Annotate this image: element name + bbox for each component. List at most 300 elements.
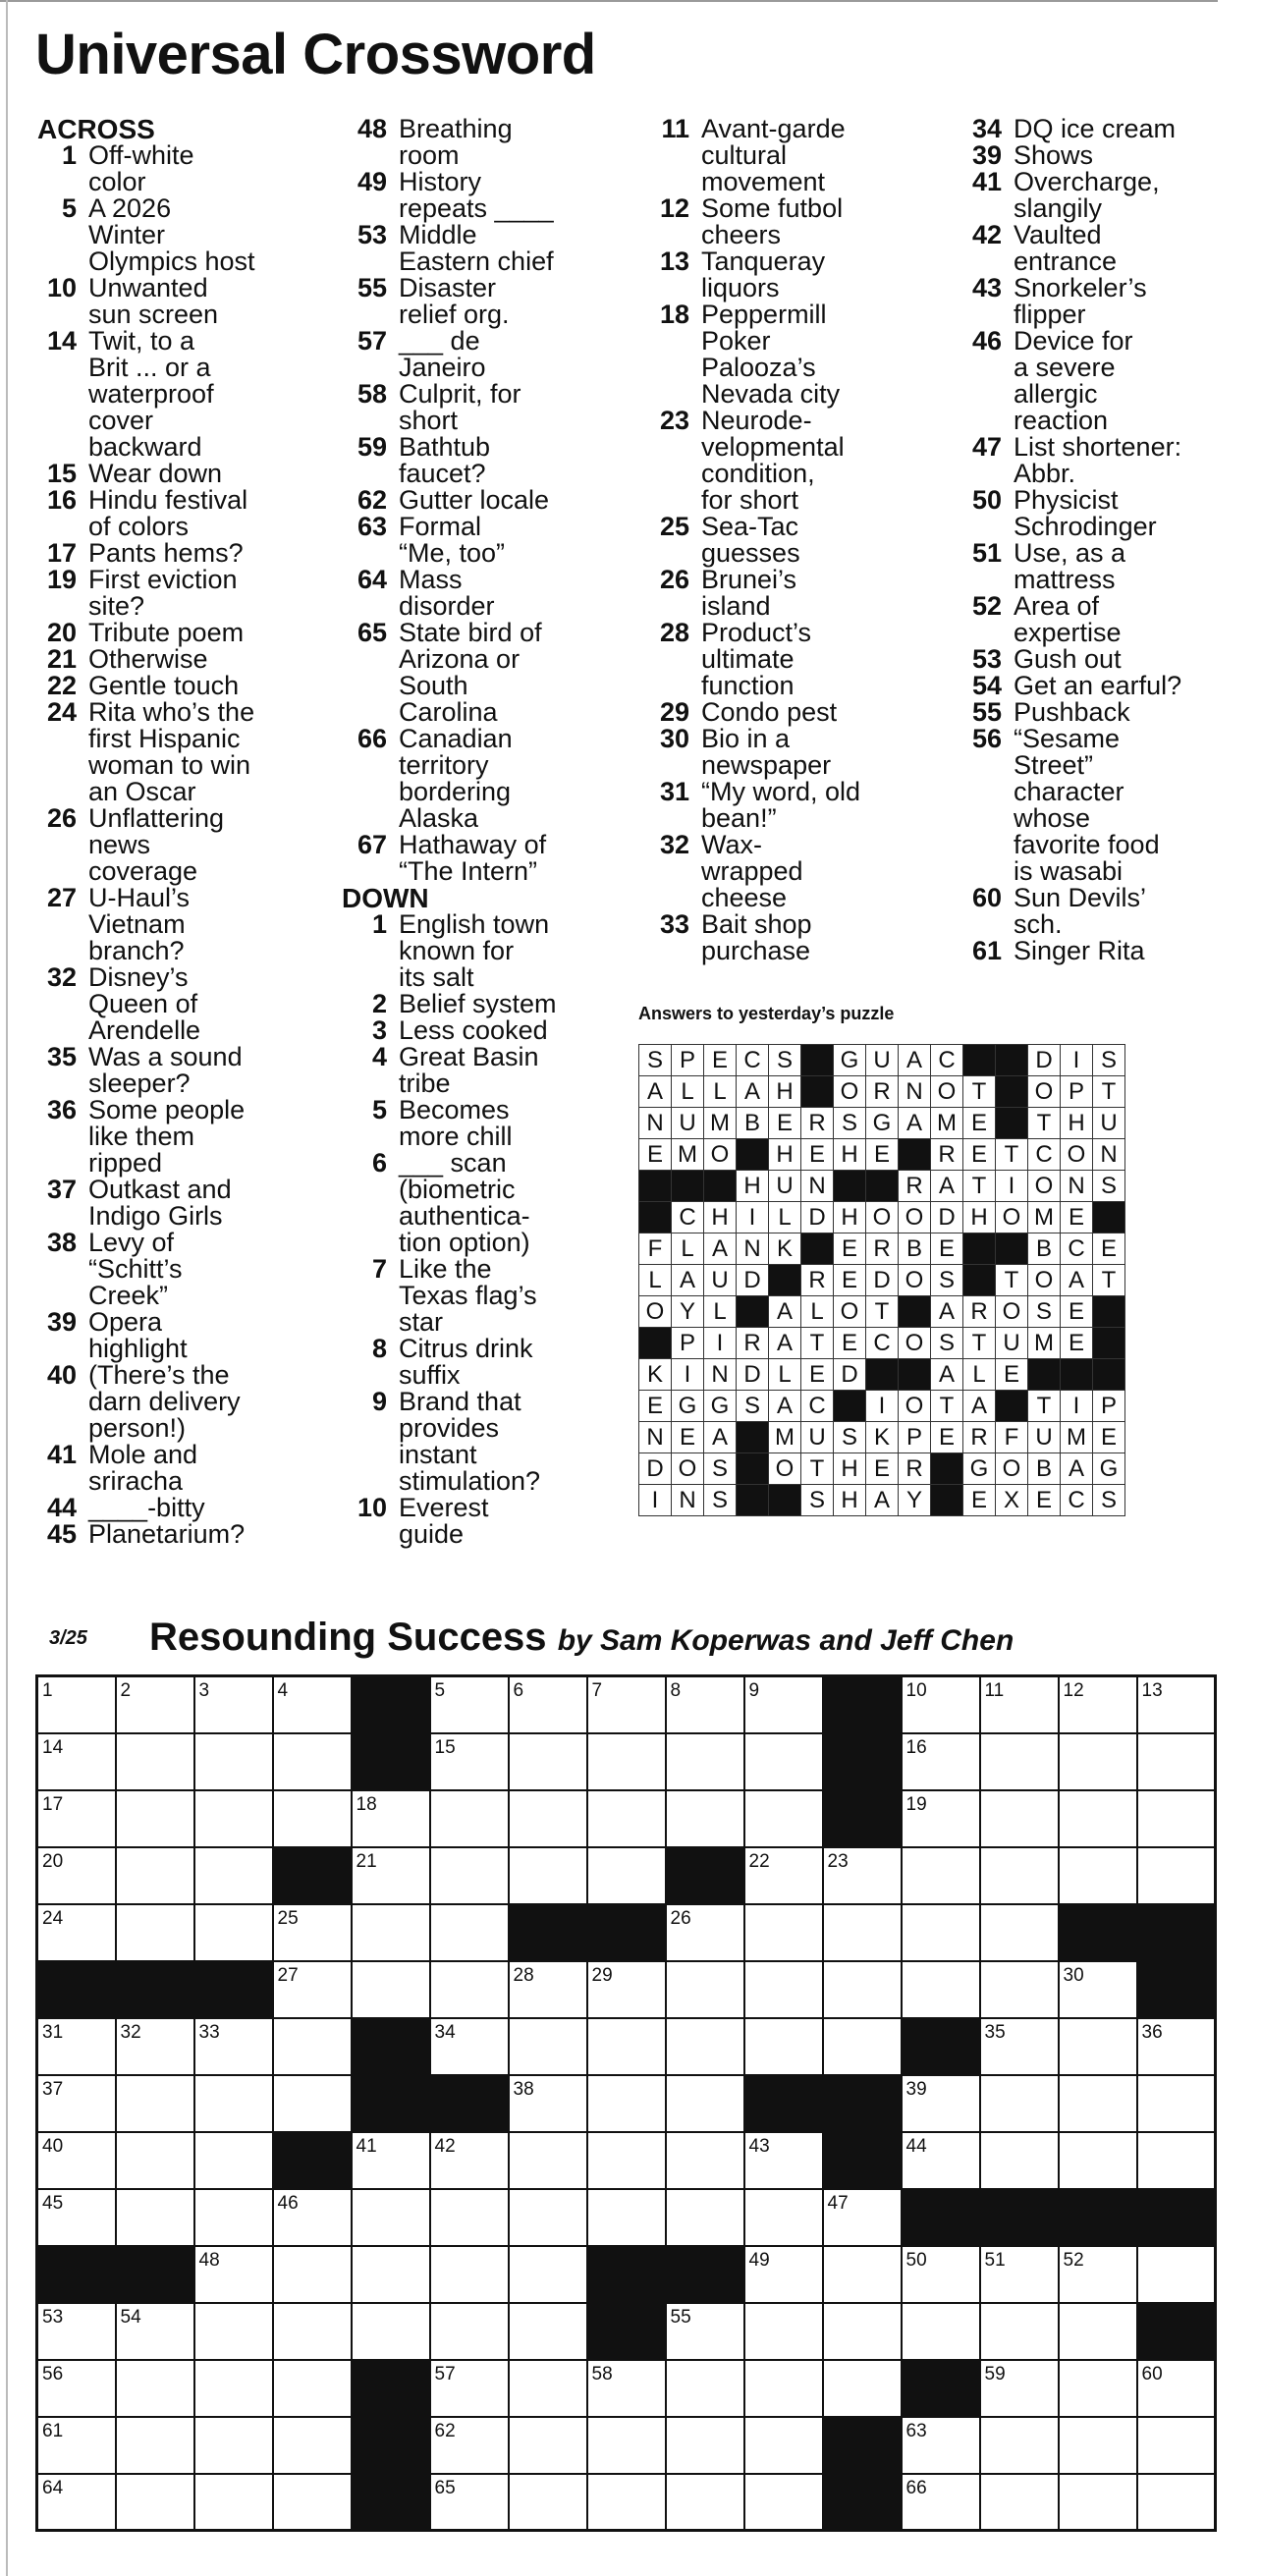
grid-cell[interactable] <box>430 1733 509 1790</box>
answer-black-cell <box>801 1233 834 1265</box>
grid-cell[interactable] <box>744 1847 823 1904</box>
crossword-grid <box>35 1674 1217 2532</box>
grid-cell[interactable] <box>980 2303 1059 2360</box>
cell-number: 43 <box>748 2135 770 2157</box>
grid-cell[interactable] <box>666 2075 744 2132</box>
black-square <box>823 2132 902 2189</box>
grid-cell[interactable] <box>509 2018 587 2075</box>
grid-cell[interactable] <box>902 1847 980 1904</box>
grid-cell[interactable] <box>273 1676 352 1733</box>
grid-cell[interactable] <box>744 2360 823 2417</box>
grid-cell[interactable] <box>902 1790 980 1847</box>
answer-black-cell <box>866 1171 899 1202</box>
grid-cell[interactable] <box>744 2246 823 2303</box>
grid-cell[interactable] <box>666 2018 744 2075</box>
clue-number: 5 <box>61 193 77 223</box>
answer-cell: O <box>996 1453 1028 1485</box>
grid-cell[interactable] <box>1137 1733 1216 1790</box>
grid-cell[interactable] <box>587 2018 666 2075</box>
grid-cell[interactable] <box>509 2075 587 2132</box>
grid-cell[interactable] <box>37 2303 116 2360</box>
grid-cell[interactable] <box>587 1676 666 1733</box>
grid-cell[interactable] <box>273 1904 352 1961</box>
grid-cell[interactable] <box>823 2189 902 2246</box>
grid-cell[interactable] <box>194 2303 273 2360</box>
grid-cell[interactable] <box>1137 1847 1216 1904</box>
grid-cell[interactable] <box>509 2189 587 2246</box>
clue-number: 34 <box>971 114 1002 143</box>
black-square <box>587 2246 666 2303</box>
answer-black-cell <box>963 1233 996 1265</box>
clue-text: Like the Texas flag’s star <box>399 1254 537 1337</box>
answer-cell: S <box>931 1328 963 1359</box>
grid-cell[interactable] <box>902 1733 980 1790</box>
grid-cell[interactable] <box>509 2303 587 2360</box>
grid-cell[interactable] <box>194 1847 273 1904</box>
grid-cell[interactable] <box>430 2132 509 2189</box>
answer-cell: S <box>1028 1296 1061 1328</box>
clue-text: Get an earful? <box>1014 671 1182 700</box>
grid-cell[interactable] <box>116 1904 194 1961</box>
grid-cell[interactable] <box>37 1847 116 1904</box>
grid-cell[interactable] <box>902 2417 980 2474</box>
clue-number: 51 <box>971 538 1002 568</box>
answer-cell: F <box>639 1233 672 1265</box>
grid-cell[interactable] <box>1137 2018 1216 2075</box>
grid-cell[interactable] <box>1137 1790 1216 1847</box>
grid-cell[interactable] <box>430 1847 509 1904</box>
answer-cell: N <box>899 1076 931 1108</box>
grid-cell[interactable] <box>666 1733 744 1790</box>
clue-number: 17 <box>46 538 77 568</box>
grid-cell[interactable] <box>980 1904 1059 1961</box>
clue-number: 14 <box>46 326 77 356</box>
grid-cell[interactable] <box>1059 1733 1137 1790</box>
grid-cell[interactable] <box>352 2303 430 2360</box>
clue-number: 45 <box>46 1519 77 1549</box>
grid-cell[interactable] <box>980 1676 1059 1733</box>
grid-cell[interactable] <box>430 1790 509 1847</box>
clue-item <box>342 116 636 169</box>
grid-cell[interactable] <box>666 1676 744 1733</box>
grid-cell[interactable] <box>509 1847 587 1904</box>
answer-cell: S <box>931 1265 963 1296</box>
grid-cell[interactable] <box>980 2075 1059 2132</box>
grid-cell[interactable] <box>194 2474 273 2531</box>
clue-text: Was a sound sleeper? <box>88 1042 243 1098</box>
grid-cell[interactable] <box>666 2189 744 2246</box>
clue-item <box>342 169 636 222</box>
grid-cell[interactable] <box>194 1904 273 1961</box>
puzzle-title: Resounding Success <box>149 1616 547 1659</box>
answer-cell: O <box>899 1265 931 1296</box>
grid-cell[interactable] <box>37 2417 116 2474</box>
answer-cell: R <box>899 1171 931 1202</box>
answer-cell: N <box>1093 1139 1125 1171</box>
grid-cell[interactable] <box>980 2132 1059 2189</box>
grid-cell[interactable] <box>352 2132 430 2189</box>
clue-number: 41 <box>46 1440 77 1469</box>
cell-number: 4 <box>277 1680 289 1701</box>
grid-cell[interactable] <box>587 2075 666 2132</box>
answer-cell: O <box>899 1391 931 1422</box>
clue-text: Some futbol cheers <box>701 193 844 249</box>
grid-cell[interactable] <box>194 1676 273 1733</box>
grid-cell[interactable] <box>902 1961 980 2018</box>
grid-cell[interactable] <box>666 2132 744 2189</box>
grid-cell[interactable] <box>430 2018 509 2075</box>
grid-cell[interactable] <box>980 1790 1059 1847</box>
grid-cell[interactable] <box>902 1676 980 1733</box>
grid-cell[interactable] <box>116 2132 194 2189</box>
grid-cell[interactable] <box>1137 2132 1216 2189</box>
grid-cell[interactable] <box>902 2246 980 2303</box>
grid-cell[interactable] <box>666 1790 744 1847</box>
answer-black-cell <box>704 1171 737 1202</box>
clue-text: Physicist Schrodinger <box>1014 485 1157 541</box>
grid-cell[interactable] <box>352 1961 430 2018</box>
answer-cell: M <box>704 1108 737 1139</box>
answer-black-cell <box>737 1485 769 1516</box>
grid-cell[interactable] <box>902 2132 980 2189</box>
clue-text: Mass disorder <box>399 565 495 621</box>
grid-cell[interactable] <box>273 2189 352 2246</box>
cell-number: 16 <box>905 1736 927 1758</box>
grid-cell[interactable] <box>194 2075 273 2132</box>
clue-item <box>37 461 332 487</box>
answer-cell: S <box>1093 1171 1125 1202</box>
cell-number: 32 <box>120 2021 141 2043</box>
grid-cell[interactable] <box>116 1847 194 1904</box>
grid-cell[interactable] <box>509 2360 587 2417</box>
grid-cell[interactable] <box>116 2417 194 2474</box>
cell-number: 28 <box>513 1964 534 1986</box>
grid-cell[interactable] <box>273 2474 352 2531</box>
answer-cell: D <box>737 1265 769 1296</box>
clue-text: Otherwise <box>88 644 208 674</box>
grid-cell[interactable] <box>744 1961 823 2018</box>
cell-number: 65 <box>434 2477 456 2498</box>
grid-cell[interactable] <box>430 2189 509 2246</box>
grid-cell[interactable] <box>509 1790 587 1847</box>
grid-cell[interactable] <box>116 2018 194 2075</box>
black-square <box>352 2474 430 2531</box>
clue-number: 26 <box>659 565 689 594</box>
grid-cell[interactable] <box>666 2303 744 2360</box>
cell-number: 6 <box>513 1680 524 1701</box>
grid-cell[interactable] <box>587 1790 666 1847</box>
grid-cell[interactable] <box>1137 2075 1216 2132</box>
grid-cell[interactable] <box>37 1733 116 1790</box>
clue-item <box>37 964 332 1044</box>
grid-cell[interactable] <box>430 2360 509 2417</box>
grid-cell[interactable] <box>509 2474 587 2531</box>
grid-cell[interactable] <box>902 2474 980 2531</box>
grid-cell[interactable] <box>194 2360 273 2417</box>
grid-cell[interactable] <box>587 2417 666 2474</box>
grid-cell[interactable] <box>194 2018 273 2075</box>
grid-cell[interactable] <box>37 1904 116 1961</box>
grid-cell[interactable] <box>1059 2303 1137 2360</box>
answers-grid <box>638 1044 1125 1516</box>
grid-cell[interactable] <box>1059 2360 1137 2417</box>
grid-cell[interactable] <box>1059 1790 1137 1847</box>
grid-cell[interactable] <box>902 1904 980 1961</box>
clue-text: State bird of Arizona or South Carolina <box>399 618 542 727</box>
clue-number: 40 <box>46 1360 77 1390</box>
grid-cell[interactable] <box>509 1733 587 1790</box>
grid-cell[interactable] <box>980 1847 1059 1904</box>
grid-cell[interactable] <box>980 2018 1059 2075</box>
grid-cell[interactable] <box>666 1904 744 1961</box>
grid-cell[interactable] <box>1059 1961 1137 2018</box>
answer-black-cell <box>737 1296 769 1328</box>
grid-cell[interactable] <box>1059 2075 1137 2132</box>
grid-cell[interactable] <box>587 2189 666 2246</box>
clue-number: 43 <box>971 273 1002 302</box>
black-square <box>823 1790 902 1847</box>
grid-cell[interactable] <box>1137 2417 1216 2474</box>
grid-cell[interactable] <box>744 2303 823 2360</box>
grid-cell[interactable] <box>37 1676 116 1733</box>
grid-cell[interactable] <box>430 1676 509 1733</box>
grid-cell[interactable] <box>587 2474 666 2531</box>
grid-cell[interactable] <box>980 1961 1059 2018</box>
grid-cell[interactable] <box>823 1904 902 1961</box>
clue-number: 33 <box>659 909 689 939</box>
answer-black-cell <box>931 1485 963 1516</box>
grid-cell[interactable] <box>1059 1847 1137 1904</box>
grid-cell[interactable] <box>1059 2474 1137 2531</box>
black-square <box>37 2246 116 2303</box>
grid-cell[interactable] <box>37 2189 116 2246</box>
puzzle-heading <box>149 1616 1014 1660</box>
answer-cell: O <box>1061 1139 1093 1171</box>
grid-cell[interactable] <box>430 2417 509 2474</box>
answer-cell: E <box>639 1391 672 1422</box>
answer-cell: G <box>834 1045 866 1076</box>
grid-cell[interactable] <box>352 2189 430 2246</box>
grid-cell[interactable] <box>273 2417 352 2474</box>
grid-cell[interactable] <box>1137 2246 1216 2303</box>
grid-cell[interactable] <box>823 1847 902 1904</box>
answer-black-cell <box>899 1139 931 1171</box>
grid-cell[interactable] <box>980 1733 1059 1790</box>
grid-cell[interactable] <box>116 1733 194 1790</box>
puzzle-date: 3/25 <box>49 1627 87 1649</box>
grid-cell[interactable] <box>1059 1676 1137 1733</box>
grid-cell[interactable] <box>509 2132 587 2189</box>
down-heading: DOWN <box>342 883 429 913</box>
clue-item <box>37 567 332 620</box>
grid-cell[interactable] <box>430 2303 509 2360</box>
grid-cell[interactable] <box>744 2474 823 2531</box>
grid-cell[interactable] <box>744 1790 823 1847</box>
grid-cell[interactable] <box>744 2018 823 2075</box>
grid-cell[interactable] <box>116 2075 194 2132</box>
grid-cell[interactable] <box>666 2360 744 2417</box>
answer-cell: T <box>1028 1108 1061 1139</box>
answer-cell: E <box>639 1139 672 1171</box>
clue-item <box>37 1362 332 1442</box>
grid-cell[interactable] <box>1137 2474 1216 2531</box>
answer-cell: N <box>672 1485 704 1516</box>
answer-black-cell <box>834 1171 866 1202</box>
grid-cell[interactable] <box>1059 2018 1137 2075</box>
clue-number: 20 <box>46 618 77 647</box>
answer-black-cell <box>1093 1328 1125 1359</box>
grid-cell[interactable] <box>116 2474 194 2531</box>
answer-cell: B <box>1028 1233 1061 1265</box>
grid-cell[interactable] <box>980 2417 1059 2474</box>
grid-cell[interactable] <box>37 2474 116 2531</box>
grid-cell[interactable] <box>744 2132 823 2189</box>
grid-cell[interactable] <box>37 2360 116 2417</box>
grid-cell[interactable] <box>194 1733 273 1790</box>
grid-cell[interactable] <box>980 2360 1059 2417</box>
answer-black-cell <box>1093 1296 1125 1328</box>
cell-number: 3 <box>198 1680 210 1701</box>
grid-cell[interactable] <box>273 1790 352 1847</box>
clue-text: Bio in a newspaper <box>701 724 832 780</box>
grid-cell[interactable] <box>823 2360 902 2417</box>
grid-cell[interactable] <box>744 2417 823 2474</box>
answer-cell: E <box>801 1359 834 1391</box>
grid-cell[interactable] <box>37 2132 116 2189</box>
grid-cell[interactable] <box>430 1904 509 1961</box>
grid-cell[interactable] <box>273 2018 352 2075</box>
grid-cell[interactable] <box>980 2474 1059 2531</box>
black-square <box>352 2417 430 2474</box>
black-square <box>823 2417 902 2474</box>
answer-cell: H <box>769 1139 801 1171</box>
answer-cell: N <box>639 1422 672 1453</box>
grid-cell[interactable] <box>509 1676 587 1733</box>
grid-cell[interactable] <box>587 2132 666 2189</box>
answer-cell: T <box>996 1139 1028 1171</box>
grid-cell[interactable] <box>37 2018 116 2075</box>
clue-item <box>342 832 636 885</box>
grid-cell[interactable] <box>823 2246 902 2303</box>
grid-cell[interactable] <box>587 1961 666 2018</box>
grid-cell[interactable] <box>509 1961 587 2018</box>
grid-cell[interactable] <box>116 1790 194 1847</box>
answer-black-cell <box>866 1359 899 1391</box>
grid-cell[interactable] <box>352 1904 430 1961</box>
grid-cell[interactable] <box>509 2417 587 2474</box>
grid-cell[interactable] <box>1059 2417 1137 2474</box>
grid-cell[interactable] <box>902 2303 980 2360</box>
grid-cell[interactable] <box>273 2075 352 2132</box>
cell-number: 42 <box>434 2135 456 2157</box>
grid-cell[interactable] <box>1059 2246 1137 2303</box>
grid-cell[interactable] <box>273 1733 352 1790</box>
answer-cell: L <box>963 1359 996 1391</box>
grid-cell[interactable] <box>744 1733 823 1790</box>
grid-cell[interactable] <box>1059 2132 1137 2189</box>
grid-cell[interactable] <box>116 1676 194 1733</box>
grid-cell[interactable] <box>430 2474 509 2531</box>
clue-text: Brand that provides instant stimulation? <box>399 1387 541 1496</box>
grid-cell[interactable] <box>666 2474 744 2531</box>
grid-cell[interactable] <box>273 2303 352 2360</box>
clue-number: 55 <box>356 273 387 302</box>
answer-cell: G <box>1093 1453 1125 1485</box>
answer-cell: A <box>931 1296 963 1328</box>
cell-number: 8 <box>670 1680 682 1701</box>
grid-cell[interactable] <box>273 1961 352 2018</box>
answer-cell: C <box>672 1202 704 1233</box>
grid-cell[interactable] <box>273 2360 352 2417</box>
grid-cell[interactable] <box>352 2246 430 2303</box>
grid-cell[interactable] <box>1137 1676 1216 1733</box>
grid-cell[interactable] <box>37 1790 116 1847</box>
grid-cell[interactable] <box>823 2303 902 2360</box>
grid-cell[interactable] <box>666 1961 744 2018</box>
grid-cell[interactable] <box>37 2075 116 2132</box>
grid-cell[interactable] <box>744 1676 823 1733</box>
clue-number: 64 <box>356 565 387 594</box>
grid-cell[interactable] <box>1137 2360 1216 2417</box>
answer-cell: M <box>769 1422 801 1453</box>
grid-cell[interactable] <box>430 2246 509 2303</box>
clue-number: 7 <box>371 1254 387 1284</box>
answer-cell: D <box>931 1202 963 1233</box>
answer-cell: G <box>704 1391 737 1422</box>
clue-text: DQ ice cream <box>1014 114 1177 143</box>
clue-item <box>37 1097 332 1177</box>
clue-number: 9 <box>371 1387 387 1416</box>
cell-number: 29 <box>591 1964 613 1986</box>
grid-cell[interactable] <box>194 2132 273 2189</box>
grid-cell[interactable] <box>509 2246 587 2303</box>
black-square <box>352 2075 430 2132</box>
grid-cell[interactable] <box>823 1961 902 2018</box>
grid-cell[interactable] <box>430 1961 509 2018</box>
grid-cell[interactable] <box>116 2189 194 2246</box>
grid-cell[interactable] <box>587 1847 666 1904</box>
grid-cell[interactable] <box>194 2246 273 2303</box>
grid-cell[interactable] <box>194 2189 273 2246</box>
answer-cell: E <box>1061 1296 1093 1328</box>
grid-cell[interactable] <box>352 1847 430 1904</box>
grid-cell[interactable] <box>587 1733 666 1790</box>
grid-cell[interactable] <box>744 2189 823 2246</box>
grid-cell[interactable] <box>902 2075 980 2132</box>
cell-number: 24 <box>42 1907 64 1929</box>
answer-cell: O <box>931 1076 963 1108</box>
grid-cell[interactable] <box>352 1790 430 1847</box>
cell-number: 19 <box>905 1793 927 1815</box>
grid-cell[interactable] <box>273 2246 352 2303</box>
answer-cell: D <box>866 1265 899 1296</box>
grid-cell[interactable] <box>587 2360 666 2417</box>
answer-cell: O <box>1028 1265 1061 1296</box>
grid-cell[interactable] <box>194 2417 273 2474</box>
clue-item <box>955 222 1249 275</box>
answer-cell: E <box>834 1265 866 1296</box>
grid-cell[interactable] <box>194 1790 273 1847</box>
answer-cell: O <box>834 1076 866 1108</box>
grid-cell[interactable] <box>666 2417 744 2474</box>
grid-cell[interactable] <box>116 2303 194 2360</box>
clue-text: History repeats ____ <box>399 167 554 223</box>
grid-cell[interactable] <box>116 2360 194 2417</box>
clue-number: 53 <box>971 644 1002 674</box>
grid-cell[interactable] <box>980 2246 1059 2303</box>
grid-cell[interactable] <box>744 1904 823 1961</box>
grid-cell[interactable] <box>823 2018 902 2075</box>
